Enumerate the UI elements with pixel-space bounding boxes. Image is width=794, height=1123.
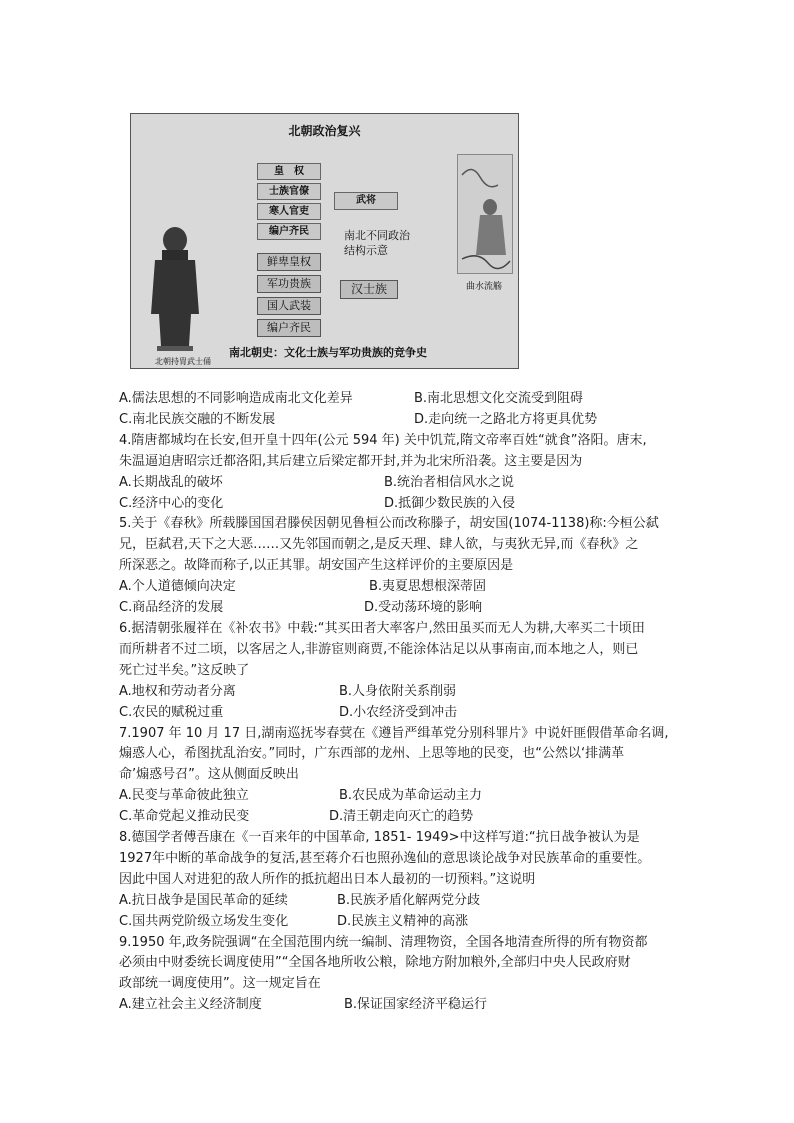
q7-option-d: D.清王朝走向灭亡的趋势 bbox=[329, 809, 474, 825]
q6-stem-line-2: 而所耕者不过二顷，以客居之人,非游宦则商贾,不能涂体沾足以从事南亩,而本地之人，则已 bbox=[119, 641, 639, 657]
q3-option-a: A.儒法思想的不同影响造成南北文化差异 bbox=[119, 391, 353, 406]
painting-image bbox=[457, 154, 513, 274]
q4-option-a: A.长期战乱的破坏 bbox=[119, 474, 223, 490]
q6-option-c: C.农民的赋税过重 bbox=[119, 704, 224, 720]
q6-stem-line-1: 6.据清朝张履祥在《补农书》中载:“其买田者大率客户,然田虽买而无人为耕,大率买二十顷田 bbox=[119, 620, 645, 636]
box-huangquan: 皇 权 bbox=[257, 163, 321, 180]
box-guoren-wuzhuang: 国人武装 bbox=[257, 297, 321, 315]
q5-stem-line-3: 所深恶之。故降而称子,以正其罪。胡安国产生这样评价的主要原因是 bbox=[119, 558, 514, 574]
q6-option-d: D.小农经济受到冲击 bbox=[339, 704, 458, 720]
q8-stem-line-3: 因此中国人对进犯的敌人所作的抵抗超出日本人最初的一切预料。”这说明 bbox=[119, 871, 536, 887]
q7-options-row-1 bbox=[119, 786, 679, 807]
q3-option-c: C.南北民族交融的不断发展 bbox=[119, 411, 276, 427]
q6-stem-line-3: 死亡过半矣。”这反映了 bbox=[119, 662, 250, 678]
q4-options-row-1 bbox=[119, 473, 679, 494]
q9-stem-line-1: 9.1950 年,政务院强调“在全国范围内统一编制、清理物资，全国各地清查所得的所有物资都 bbox=[119, 934, 648, 950]
q4-option-d: D.抵御少数民族的入侵 bbox=[384, 495, 516, 511]
q6-option-a: A.地权和劳动者分离 bbox=[119, 683, 236, 699]
figure-panel bbox=[130, 113, 519, 369]
q5-options-row-1 bbox=[119, 577, 679, 598]
q3-options-row-2 bbox=[119, 410, 679, 431]
q7-stem-line-2: 煽惑人心，希图扰乱治安。”同时，广东西部的龙州、上思等地的民变，也“公然以‘排满革 bbox=[119, 746, 625, 762]
q3-options-row-1 bbox=[119, 389, 679, 410]
q4-option-c: C.经济中心的变化 bbox=[119, 495, 224, 511]
q9-stem-line-3: 政部统一调度使用”。这一规定旨在 bbox=[119, 976, 321, 992]
q9-option-b: B.保证国家经济平稳运行 bbox=[344, 997, 488, 1013]
q8-stem-line-1: 8.德国学者傅吾康在《一百来年的中国革命, 1851- 1949>中这样写道:“抗日战争被认为是 bbox=[119, 830, 640, 846]
north-structure-boxes bbox=[257, 253, 321, 341]
q7-stem-line-3: 命’煽惑号召”。这从侧面反映出 bbox=[119, 767, 299, 783]
q8-options-row-2 bbox=[119, 912, 679, 933]
q9-stem-line-2: 必须由中财委统长调度使用”“全国各地所收公粮，除地方附加粮外,全部归中央人民政府财 bbox=[119, 955, 631, 971]
q4-stem-line-2: 朱温逼迫唐昭宗迁都洛阳,其后建立后梁定都开封,并为北宋所沿袭。这主要是因为 bbox=[119, 453, 583, 469]
q7-option-c: C.革命党起义推动民变 bbox=[119, 809, 250, 825]
box-jungong-guizu: 军功贵族 bbox=[257, 275, 321, 293]
q5-option-d: D.受动荡环境的影响 bbox=[364, 600, 483, 616]
q5-stem-line-2: 兄，臣弑君,天下之大恶……又先邻国而朝之,是反天理、肆人欲，与夷狄无异,而《春秋》之 bbox=[119, 537, 639, 553]
q7-option-b: B.农民成为革命运动主力 bbox=[339, 788, 483, 804]
warrior-statue-image bbox=[145, 226, 205, 351]
q6-option-b: B.人身依附关系削弱 bbox=[339, 683, 457, 699]
box-bianhu-qimin-south: 编户齐民 bbox=[257, 223, 321, 240]
q7-option-a: A.民变与革命彼此独立 bbox=[119, 788, 249, 804]
q9-options-row-1 bbox=[119, 995, 679, 1016]
structure-label-line-1: 南北不同政治 bbox=[344, 229, 410, 242]
q3-option-d: D.走向统一之路北方将更具优势 bbox=[414, 411, 598, 427]
q8-option-d: D.民族主义精神的高涨 bbox=[337, 913, 469, 929]
structure-label-line-2: 结构示意 bbox=[344, 244, 388, 257]
box-bianhu-qimin-north: 编户齐民 bbox=[257, 319, 321, 337]
q5-option-a: A.个人道德倾向决定 bbox=[119, 579, 236, 595]
q8-option-a: A.抗日战争是国民革命的延续 bbox=[119, 892, 288, 908]
figure-footer: 南北朝史：文化士族与军功贵族的竞争史 bbox=[229, 346, 427, 359]
q8-option-c: C.国共两党阶级立场发生变化 bbox=[119, 913, 289, 929]
q6-options-row-1 bbox=[119, 682, 679, 703]
q9-option-a: A.建立社会主义经济制度 bbox=[119, 997, 262, 1013]
q5-option-c: C.商品经济的发展 bbox=[119, 600, 224, 616]
south-structure-boxes bbox=[257, 163, 321, 243]
q7-options-row-2 bbox=[119, 807, 679, 828]
statue-caption: 北朝持胄武士俑 bbox=[155, 357, 211, 366]
box-shizu-guanliao: 士族官僚 bbox=[257, 183, 321, 200]
q6-options-row-2 bbox=[119, 703, 679, 724]
q8-options-row-1 bbox=[119, 891, 679, 912]
question-text bbox=[119, 389, 679, 1016]
q5-stem-line-1: 5.关于《春秋》所载滕国国君滕侯因朝见鲁桓公而改称滕子，胡安国(1074-1138)称:今桓公弑 bbox=[119, 516, 659, 532]
structure-label bbox=[344, 228, 444, 258]
figure-title: 北朝政治复兴 bbox=[288, 124, 361, 138]
box-hanren-guanli: 寒人官吏 bbox=[257, 203, 321, 220]
q7-stem-line-1: 7.1907 年 10 月 17 日,湖南巡抚岑春蓂在《遵旨严缉革党分别科罪片》中说奸匪假借革命名调, bbox=[119, 725, 669, 741]
q8-option-b: B.民族矛盾化解两党分歧 bbox=[337, 892, 481, 908]
q3-option-b: B.南北思想文化交流受到阻碍 bbox=[414, 391, 584, 406]
q5-option-b: B.夷夏思想根深蒂固 bbox=[369, 579, 487, 595]
q4-options-row-2 bbox=[119, 494, 679, 515]
q4-stem-line-1: 4.隋唐都城均在长安,但开皇十四年(公元 594 年) 关中饥荒,隋文帝率百姓“就食”洛阳。唐末, bbox=[119, 432, 647, 448]
q4-option-b: B.统治者相信风水之说 bbox=[384, 474, 515, 490]
q8-stem-line-2: 1927年中断的革命战争的复活,甚至蒋介石也照孙逸仙的意思谈论战争对民族革命的重要性。 bbox=[119, 850, 651, 866]
box-hanshizu: 汉士族 bbox=[340, 280, 398, 299]
box-wujiang: 武将 bbox=[334, 192, 398, 210]
painting-caption: 曲水流觞 bbox=[465, 282, 502, 292]
q5-options-row-2 bbox=[119, 598, 679, 619]
box-xianbei-huangquan: 鲜卑皇权 bbox=[257, 253, 321, 271]
